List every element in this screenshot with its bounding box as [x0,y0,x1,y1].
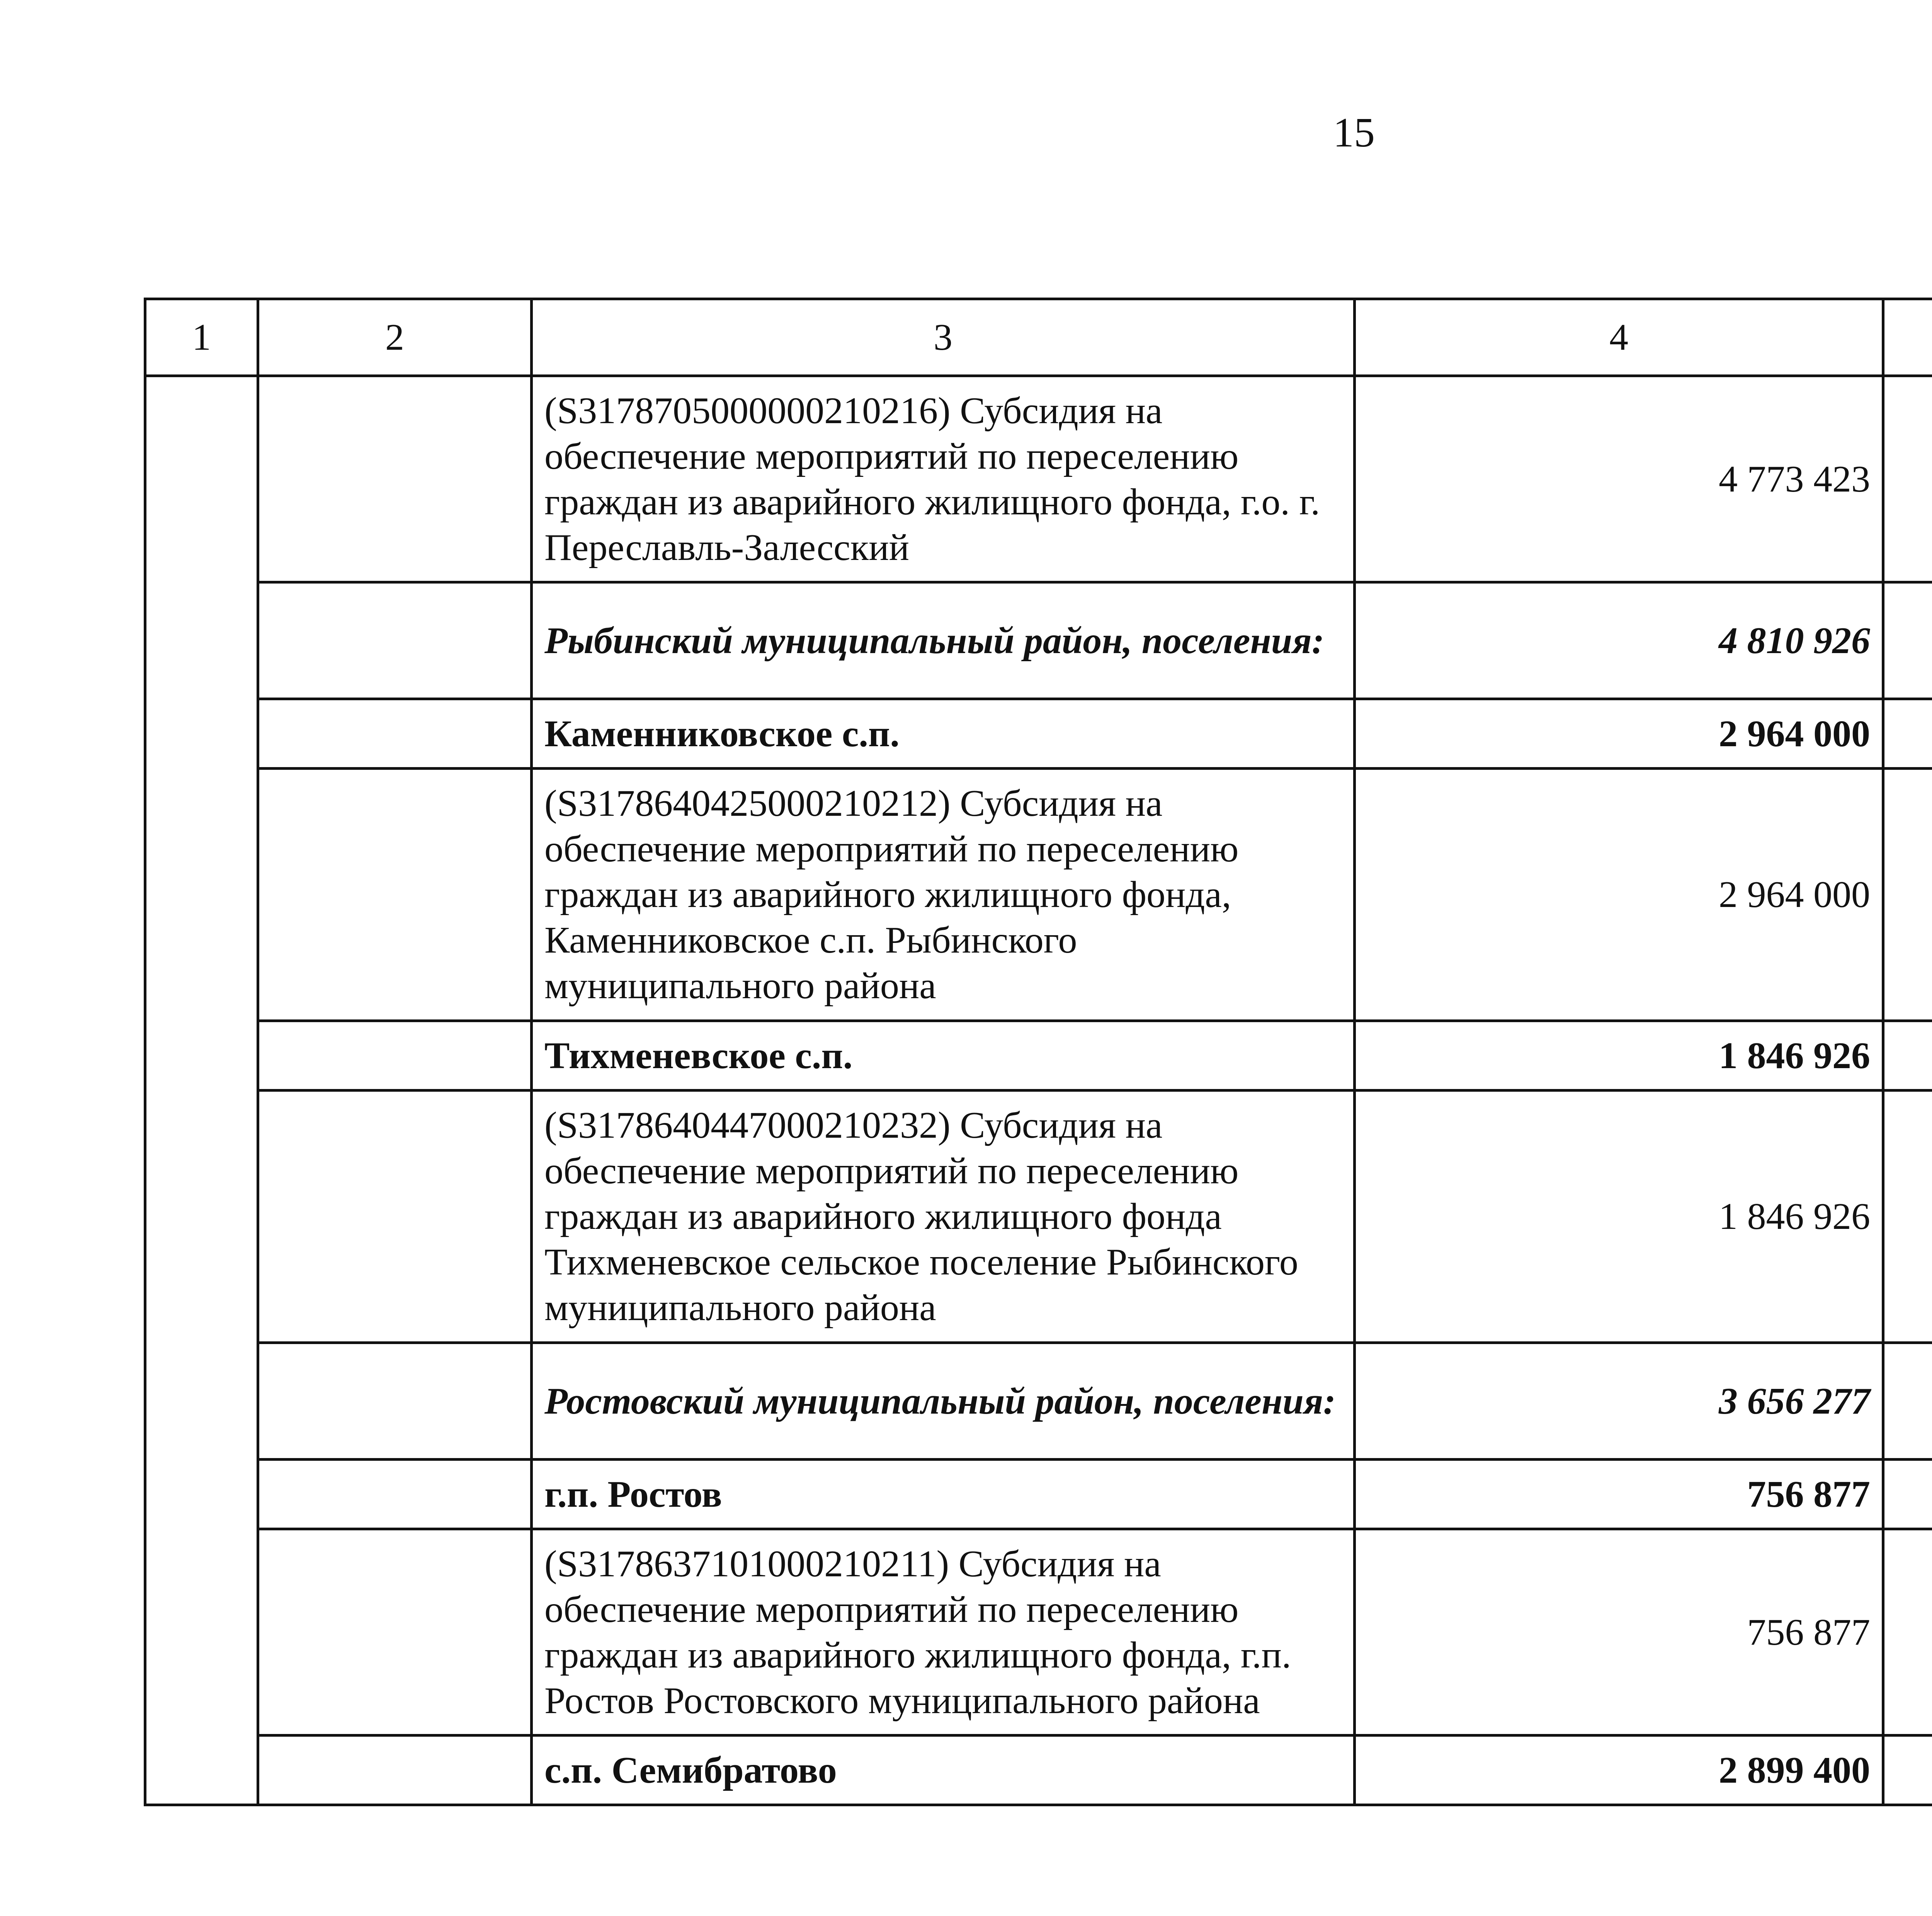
budget-table [144,298,1932,1806]
header-col-5 [1883,299,1932,376]
col-4-value: 1 846 926 [1355,1091,1883,1343]
col-5-value [1883,769,1932,1021]
col-5-value [1883,1736,1932,1805]
row-description: Рыбинский муниципальный район, поселения: [532,582,1355,699]
row-description: (S3178640425000210212) Субсидия на обеспечение мероприятий по переселению граждан из аварийного жилищного фонда, Каменниковское с.п. Рыбинского муниципального района [532,769,1355,1021]
col-2-cell [258,582,532,699]
row-description: (S3178705000000210216) Субсидия на обеспечение мероприятий по переселению граждан из аварийного жилищного фонда, г.о. г. Переславль-Залесский [532,376,1355,582]
table-row [145,699,1932,769]
row-description: (S3178640447000210232) Субсидия на обеспечение мероприятий по переселению граждан из аварийного жилищного фонда Тихменевское сельское поселение Рыбинского муниципального района [532,1091,1355,1343]
col-2-cell [258,699,532,769]
header-col-3: 3 [532,299,1355,376]
row-description: (S3178637101000210211) Субсидия на обеспечение мероприятий по переселению граждан из аварийного жилищного фонда, г.п. Ростов Ростовского муниципального района [532,1529,1355,1736]
row-description: Ростовский муниципальный район, поселения: [532,1343,1355,1460]
table-row [145,1460,1932,1529]
header-row [145,299,1932,376]
col-2-cell [258,376,532,582]
table-row [145,1736,1932,1805]
col-4-value: 2 964 000 [1355,769,1883,1021]
col-4-value: 756 877 [1355,1460,1883,1529]
col-5-value [1883,1021,1932,1091]
table-row [145,769,1932,1021]
col-5-value [1883,1460,1932,1529]
col-2-cell [258,1091,532,1343]
col-4-value: 1 846 926 [1355,1021,1883,1091]
table-row [145,1529,1932,1736]
header-col-4: 4 [1355,299,1883,376]
col-4-value: 2 899 400 [1355,1736,1883,1805]
row-description: с.п. Семибратово [532,1736,1355,1805]
col-4-value: 4 773 423 [1355,376,1883,582]
col-4-value: 756 877 [1355,1529,1883,1736]
row-description: Каменниковское с.п. [532,699,1355,769]
col-4-value: 3 656 277 [1355,1343,1883,1460]
col-5-value [1883,1529,1932,1736]
col-5-value [1883,376,1932,582]
col-5-value [1883,1091,1932,1343]
col-2-cell [258,1343,532,1460]
col-2-cell [258,1021,532,1091]
header-col-2: 2 [258,299,532,376]
table-row [145,1021,1932,1091]
page-number: 15 [1333,110,1375,156]
col-2-cell [258,769,532,1021]
row-description: Тихменевское с.п. [532,1021,1355,1091]
row-description: г.п. Ростов [532,1460,1355,1529]
table-row [145,376,1932,582]
col-4-value: 2 964 000 [1355,699,1883,769]
table-row [145,582,1932,699]
table-row [145,1091,1932,1343]
col-4-value: 4 810 926 [1355,582,1883,699]
col-2-cell [258,1736,532,1805]
col-5-value [1883,1343,1932,1460]
table-row [145,1343,1932,1460]
col-5-value [1883,699,1932,769]
col-2-cell [258,1529,532,1736]
col-5-value [1883,582,1932,699]
col-2-cell [258,1460,532,1529]
col-1-merged-cell [145,376,258,1805]
header-col-1: 1 [145,299,258,376]
